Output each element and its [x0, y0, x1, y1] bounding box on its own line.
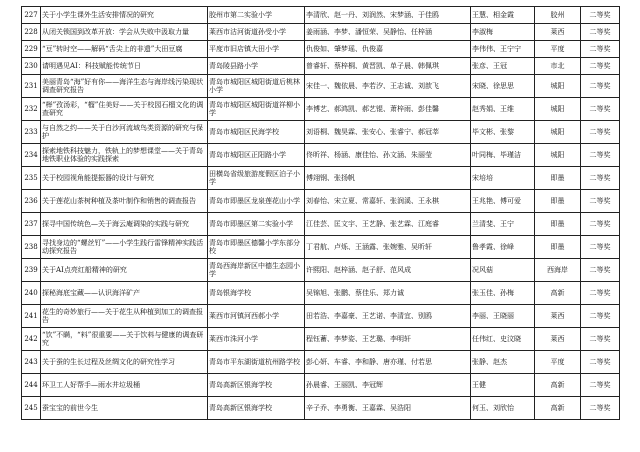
student-names-cell: 田若浩、李嘉豪、王艺诺、李清宜、别鸥 — [305, 305, 471, 328]
region-cell: 高新 — [535, 282, 581, 305]
teacher-names-cell: 李丽、王晓丽 — [471, 305, 535, 328]
table-row — [22, 24, 620, 41]
student-names-cell: 姜雨涵、李梦、潘恒荣、吴静怡、任梓涵 — [305, 24, 471, 41]
row-number-cell: 237 — [22, 213, 41, 236]
project-title-cell: “榉”孜汤彩，“榴”住美好——关于校园石榴文化的调查研究 — [41, 98, 208, 121]
table-row — [22, 41, 620, 58]
table-row — [22, 374, 620, 397]
row-number-cell: 233 — [22, 121, 41, 144]
table-row — [22, 58, 620, 75]
awards-table-body — [22, 7, 620, 420]
region-cell: 即墨 — [535, 213, 581, 236]
row-number-cell: 227 — [22, 7, 41, 24]
awards-table-container — [21, 6, 619, 420]
row-number-cell: 242 — [22, 328, 41, 351]
project-title-cell: 从闭关锁国到改革开放：学会从失败中汲取力量 — [41, 24, 208, 41]
region-cell: 平度 — [535, 41, 581, 58]
row-number-cell: 243 — [22, 351, 41, 374]
row-number-cell: 239 — [22, 259, 41, 282]
table-row — [22, 213, 620, 236]
row-number-cell: 245 — [22, 397, 41, 420]
project-title-cell: 探索地铁科技魅力，铁轨上的梦想课堂——关于青岛地铁职业体验的实践探索 — [41, 144, 208, 167]
table-row — [22, 190, 620, 213]
row-number-cell: 228 — [22, 24, 41, 41]
project-title-cell: 关于蚕的生长过程及丝绸文化的研究性学习 — [41, 351, 208, 374]
row-number-cell: 235 — [22, 167, 41, 190]
project-title-cell: 环卫工人好帮手—雨水井垃圾桶 — [41, 374, 208, 397]
award-level-cell: 二等奖 — [581, 167, 620, 190]
table-row — [22, 397, 620, 420]
teacher-names-cell: 王兆艳、傅可爱 — [471, 190, 535, 213]
awards-table — [21, 6, 620, 420]
table-row — [22, 75, 620, 98]
region-cell: 市北 — [535, 58, 581, 75]
teacher-names-cell: 兰清斐、王宁 — [471, 213, 535, 236]
award-level-cell: 二等奖 — [581, 282, 620, 305]
teacher-names-cell: 张玉佳、孙梅 — [471, 282, 535, 305]
award-level-cell: 二等奖 — [581, 24, 620, 41]
region-cell: 莱西 — [535, 24, 581, 41]
row-number-cell: 240 — [22, 282, 41, 305]
student-names-cell: 李博艺、郝鸿凯、郝艺锟、萧梓雨、彭佳馨 — [305, 98, 471, 121]
table-row — [22, 121, 620, 144]
student-names-cell: 曾睿轩、蔡梓桐、黄晋凯、单子晨、韩佩琪 — [305, 58, 471, 75]
region-cell: 即墨 — [535, 167, 581, 190]
school-name-cell: 莱西市洙河小学 — [208, 328, 305, 351]
school-name-cell: 平度市旧店镇大田小学 — [208, 41, 305, 58]
project-title-cell: 关于小学生课外生活安排情况的研究 — [41, 7, 208, 24]
student-names-cell: 佟昕祥、杨涵、康佳怡、孙文涵、朱丽莹 — [305, 144, 471, 167]
student-names-cell: 傅翊钢、张扬帆 — [305, 167, 471, 190]
award-level-cell: 二等奖 — [581, 374, 620, 397]
student-names-cell: 刘春怡、宋立夏、常嘉轩、张润溪、王永棋 — [305, 190, 471, 213]
school-name-cell: 青岛市城阳区城阳街道祥柳小学 — [208, 98, 305, 121]
project-title-cell: 美丽青岛“海”好有你——海洋生态与海岸线污染现状调查研究报告 — [41, 75, 208, 98]
student-names-cell: 丁君航、卢烁、王涵露、张婉雅、吴昕轩 — [305, 236, 471, 259]
award-level-cell: 二等奖 — [581, 75, 620, 98]
region-cell: 即墨 — [535, 190, 581, 213]
region-cell: 城阳 — [535, 121, 581, 144]
region-cell: 高新 — [535, 374, 581, 397]
table-row — [22, 351, 620, 374]
award-level-cell: 二等奖 — [581, 397, 620, 420]
student-names-cell: 孙晨睿、王丽凯、李冠辉 — [305, 374, 471, 397]
row-number-cell: 244 — [22, 374, 41, 397]
project-title-cell: 寻找身边的“螺丝钉”——小学生践行雷锋精神实践活动探究报告 — [41, 236, 208, 259]
row-number-cell: 234 — [22, 144, 41, 167]
school-name-cell: 青岛市平东湖街道杭州路学校 — [208, 351, 305, 374]
table-row — [22, 98, 620, 121]
school-name-cell: 青岛市城阳区城阳街道后桃林小学 — [208, 75, 305, 98]
region-cell: 莱西 — [535, 328, 581, 351]
school-name-cell: 青岛陵县路小学 — [208, 58, 305, 75]
school-name-cell: 胶州市第二实验小学 — [208, 7, 305, 24]
teacher-names-cell: 任伟红、史汶晓 — [471, 328, 535, 351]
school-name-cell: 莱西市沽河街道孙受小学 — [208, 24, 305, 41]
row-number-cell: 231 — [22, 75, 41, 98]
student-names-cell: 吴锦旭、张鹏、蔡佳乐、郑力诚 — [305, 282, 471, 305]
row-number-cell: 230 — [22, 58, 41, 75]
teacher-names-cell: 宋培培 — [471, 167, 535, 190]
school-name-cell: 青岛高新区银海学校 — [208, 374, 305, 397]
award-level-cell: 二等奖 — [581, 41, 620, 58]
project-title-cell: 探秘海底宝藏——认识海洋矿产 — [41, 282, 208, 305]
table-row — [22, 7, 620, 24]
school-name-cell: 田横岛省级旅游度假区泊子小学 — [208, 167, 305, 190]
table-row — [22, 305, 620, 328]
project-title-cell: 关于莲花山茶树种植及茶叶制作和销售的调查报告 — [41, 190, 208, 213]
award-level-cell: 二等奖 — [581, 351, 620, 374]
award-level-cell: 二等奖 — [581, 259, 620, 282]
school-name-cell: 青岛西海岸新区中德生态园小学 — [208, 259, 305, 282]
project-title-cell: 探寻中国传统色—关于海云庵调染的实践与研究 — [41, 213, 208, 236]
student-names-cell: 程钰蓄、李梦姿、王艺璐、李明轩 — [305, 328, 471, 351]
teacher-names-cell: 何玉、刘欣怡 — [471, 397, 535, 420]
teacher-names-cell: 毕文彬、张黎 — [471, 121, 535, 144]
award-level-cell: 二等奖 — [581, 7, 620, 24]
table-row — [22, 167, 620, 190]
row-number-cell: 238 — [22, 236, 41, 259]
student-names-cell: 许熙阳、赵梓涵、赵子舒、范风成 — [305, 259, 471, 282]
teacher-names-cell: 李伟伟、王宁宁 — [471, 41, 535, 58]
award-level-cell: 二等奖 — [581, 121, 620, 144]
award-level-cell: 二等奖 — [581, 213, 620, 236]
award-level-cell: 二等奖 — [581, 58, 620, 75]
region-cell: 城阳 — [535, 75, 581, 98]
student-names-cell: 刘语桐、魏昊霖、张安心、张睿宁、郝冠莘 — [305, 121, 471, 144]
region-cell: 平度 — [535, 351, 581, 374]
teacher-names-cell: 鲁孝霞、徐峰 — [471, 236, 535, 259]
region-cell: 西海岸 — [535, 259, 581, 282]
school-name-cell: 青岛市即墨区第二实验小学 — [208, 213, 305, 236]
award-level-cell: 二等奖 — [581, 328, 620, 351]
region-cell: 城阳 — [535, 144, 581, 167]
project-title-cell: 蚕宝宝的前世今生 — [41, 397, 208, 420]
teacher-names-cell: 赵秀娟、王维 — [471, 98, 535, 121]
row-number-cell: 236 — [22, 190, 41, 213]
school-name-cell: 莱西市河镇河西郝小学 — [208, 305, 305, 328]
region-cell: 高新 — [535, 397, 581, 420]
table-row — [22, 259, 620, 282]
teacher-names-cell: 张彦、王冠 — [471, 58, 535, 75]
project-title-cell: 关于校园视角能提振器的设计与研究 — [41, 167, 208, 190]
school-name-cell: 青岛市即墨区德馨小学东部分校 — [208, 236, 305, 259]
school-name-cell: 青岛市城阳区正阳路小学 — [208, 144, 305, 167]
teacher-names-cell: 王健 — [471, 374, 535, 397]
region-cell: 即墨 — [535, 236, 581, 259]
project-title-cell: 与自然之约——关于白沙河流域鸟类资源的研究与保护 — [41, 121, 208, 144]
award-level-cell: 二等奖 — [581, 190, 620, 213]
student-names-cell: 李清欣、赵一丹、刘润然、宋梦涵、于佳鸥 — [305, 7, 471, 24]
row-number-cell: 232 — [22, 98, 41, 121]
project-title-cell: 请明遇见AI：科技赋能传统节日 — [41, 58, 208, 75]
school-name-cell: 青岛市即墨区龙泉莲花山小学 — [208, 190, 305, 213]
table-row — [22, 236, 620, 259]
teacher-names-cell: 宋晓、徐思思 — [471, 75, 535, 98]
project-title-cell: “饮”不瞒，“料”很重要——关于饮料与健康的调查研究 — [41, 328, 208, 351]
award-level-cell: 二等奖 — [581, 144, 620, 167]
table-row — [22, 144, 620, 167]
student-names-cell: 江佳芸、匡文宇、王艺静、张艺霖、江庭睿 — [305, 213, 471, 236]
region-cell: 城阳 — [535, 98, 581, 121]
project-title-cell: 花生的奇妙旅行——关于花生从种植到加工的调查报告 — [41, 305, 208, 328]
table-row — [22, 328, 620, 351]
table-row — [22, 282, 620, 305]
school-name-cell: 青岛市城阳区民海学校 — [208, 121, 305, 144]
teacher-names-cell: 况风菇 — [471, 259, 535, 282]
teacher-names-cell: 李淑梅 — [471, 24, 535, 41]
teacher-names-cell: 张静、赵杰 — [471, 351, 535, 374]
award-level-cell: 二等奖 — [581, 236, 620, 259]
award-level-cell: 二等奖 — [581, 98, 620, 121]
row-number-cell: 241 — [22, 305, 41, 328]
row-number-cell: 229 — [22, 41, 41, 58]
project-title-cell: 关于AI点亮红船精神的研究 — [41, 259, 208, 282]
school-name-cell: 青岛高新区银海学校 — [208, 397, 305, 420]
award-level-cell: 二等奖 — [581, 305, 620, 328]
student-names-cell: 辛子乔、李勇衡、王嘉霖、吴浩阳 — [305, 397, 471, 420]
student-names-cell: 仇俊如、肇梦瑶、仇俊嘉 — [305, 41, 471, 58]
teacher-names-cell: 王慧、相金霞 — [471, 7, 535, 24]
region-cell: 胶州 — [535, 7, 581, 24]
student-names-cell: 彭心妍、车睿、李和静、唐亦瑾、付若思 — [305, 351, 471, 374]
project-title-cell: “豆”转时空——解码“舌尖上的非遗”大田豆腐 — [41, 41, 208, 58]
student-names-cell: 宋佳一、魏依晨、李若汐、王志诚、刘歆飞 — [305, 75, 471, 98]
teacher-names-cell: 叶同梅、毕瑾洁 — [471, 144, 535, 167]
school-name-cell: 青岛银海学校 — [208, 282, 305, 305]
region-cell: 莱西 — [535, 305, 581, 328]
